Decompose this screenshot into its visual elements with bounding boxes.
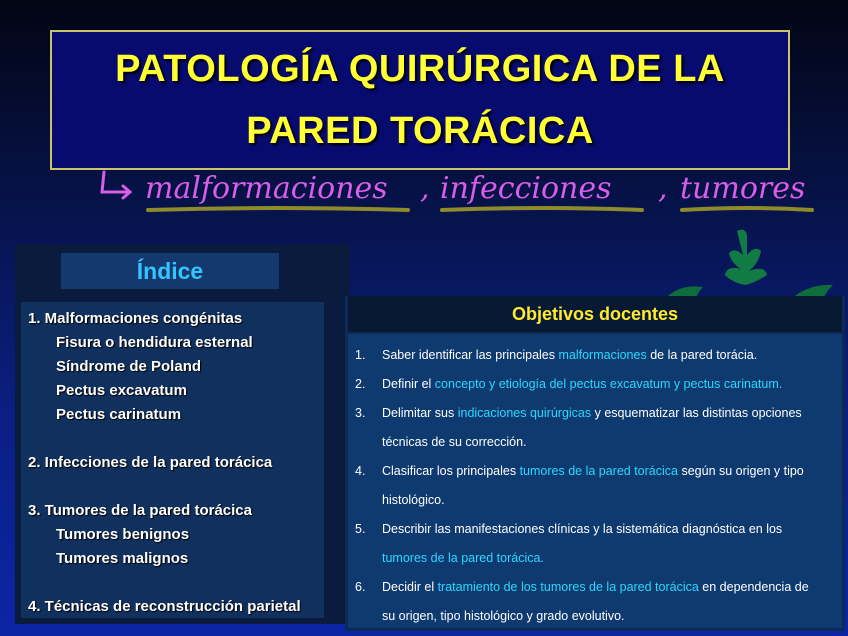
index-item: Tumores benignos bbox=[56, 526, 190, 543]
title-box bbox=[50, 30, 790, 170]
objectives-list bbox=[348, 334, 842, 628]
hook-arrow-icon bbox=[102, 172, 130, 198]
underline-malformaciones bbox=[148, 208, 408, 210]
objective-number: 2. bbox=[355, 377, 366, 391]
objective-3-continued: técnicas de su corrección. bbox=[382, 435, 527, 449]
index-item: Pectus excavatum bbox=[56, 382, 187, 399]
index-item: Fisura o hendidura esternal bbox=[56, 334, 253, 351]
objective-4-continued: histológico. bbox=[382, 493, 445, 507]
svg-text:,: , bbox=[658, 171, 668, 206]
objective-number: 5. bbox=[355, 522, 366, 536]
index-panel bbox=[15, 244, 350, 624]
title-line-1: PATOLOGÍA QUIRÚRGICA DE LA bbox=[115, 48, 725, 90]
index-item: Pectus carinatum bbox=[56, 406, 182, 423]
objective-2: Definir el concepto y etiología del pectus excavatum y pectus carinatum. bbox=[382, 377, 783, 391]
index-list bbox=[21, 302, 324, 618]
objectives-panel bbox=[345, 296, 845, 631]
objective-6: Decidir el tratamiento de los tumores de la pared torácica en dependencia de bbox=[382, 580, 809, 594]
objective-6-continued: su origen, tipo histológico y grado evolutivo. bbox=[382, 609, 625, 623]
objective-4: Clasificar los principales tumores de la pared torácica según su origen y tipo bbox=[382, 464, 804, 478]
objective-5: Describir las manifestaciones clínicas y la sistemática diagnóstica en los bbox=[382, 522, 783, 536]
objective-number: 6. bbox=[355, 580, 366, 594]
underline-tumores bbox=[682, 208, 812, 210]
objective-3: Delimitar sus indicaciones quirúrgicas y esquematizar las distintas opciones bbox=[382, 406, 802, 420]
index-item: Síndrome de Poland bbox=[56, 358, 202, 375]
objective-number: 3. bbox=[355, 406, 366, 420]
objective-5-continued: tumores de la pared torácica. bbox=[382, 551, 544, 565]
underline-infecciones bbox=[442, 208, 642, 210]
handwritten-word-infecciones: infecciones bbox=[440, 171, 612, 206]
handwritten-word-tumores: tumores bbox=[680, 171, 806, 206]
title-line-2: PARED TORÁCICA bbox=[246, 110, 594, 152]
svg-text:,: , bbox=[420, 171, 430, 206]
objective-number: 4. bbox=[355, 464, 366, 478]
index-header: Índice bbox=[61, 253, 279, 289]
handwritten-annotation bbox=[90, 168, 830, 218]
objective-number: 1. bbox=[355, 348, 366, 362]
objectives-header: Objetivos docentes bbox=[348, 296, 842, 332]
index-item: Tumores malignos bbox=[56, 550, 189, 567]
index-item: 1. Malformaciones congénitas bbox=[28, 310, 243, 327]
index-item: 3. Tumores de la pared torácica bbox=[28, 502, 252, 519]
objective-1: Saber identificar las principales malformaciones de la pared torácia. bbox=[382, 348, 758, 362]
index-item: 4. Técnicas de reconstrucción parietal bbox=[28, 598, 301, 615]
leaf-decoration-icon bbox=[655, 225, 845, 305]
handwritten-word-malformaciones: malformaciones bbox=[145, 171, 388, 206]
index-item: 2. Infecciones de la pared torácica bbox=[28, 454, 273, 471]
